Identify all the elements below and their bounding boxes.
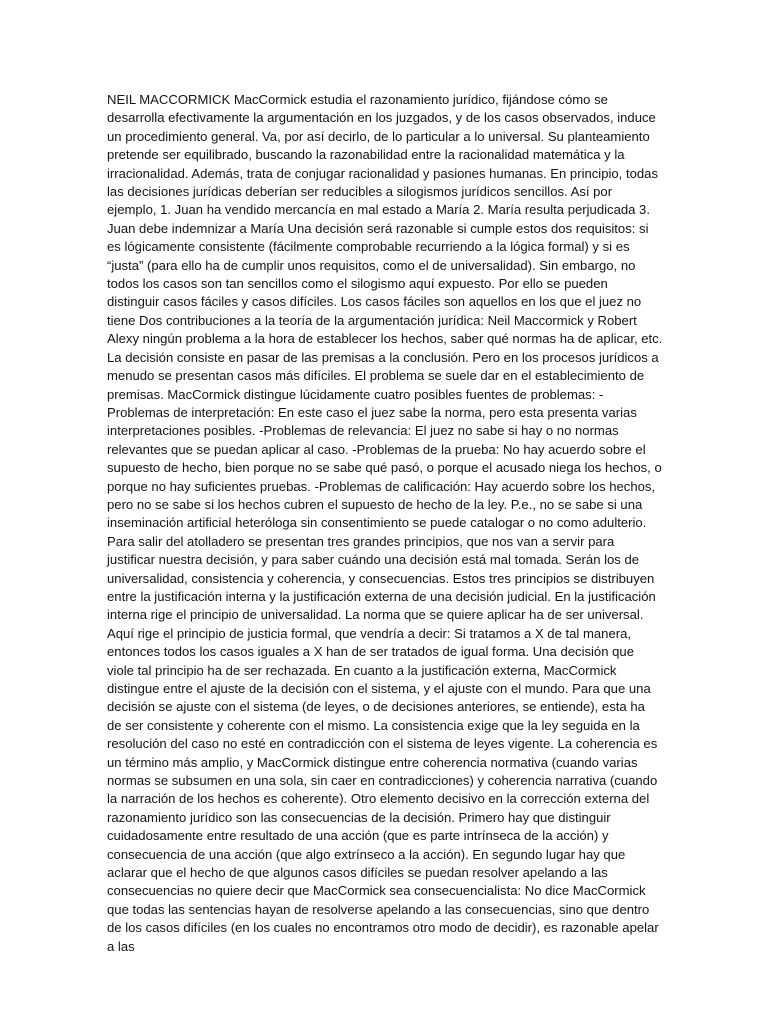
body-paragraph: NEIL MACCORMICK MacCormick estudia el razonamiento jurídico, fijándose cómo se desarrolla efectivamente la argumentación en los juzgados, y de los casos observados, induce un procedimiento general. Va, por así decirlo, de lo particular a lo universal. Su planteamiento pretende ser equilibrado, buscando la razonabilidad entre la racionalidad matemática y la irracionalidad. Además, trata de conjugar racionalidad y pasiones humanas. En principio, todas las decisiones jurídicas deberían ser reducibles a silogismos jurídicos sencillos. Así por ejemplo, 1. Juan ha vendido mercancía en mal estado a María 2. María resulta perjudicada 3. Juan debe indemnizar a María Una decisión será razonable si cumple estos dos requisitos: si es lógicamente consistente (fácilmente comprobable recurriendo a la lógica formal) y si es “justa” (para ello ha de cumplir unos requisitos, como el de universalidad). Sin embargo, no todos los casos son tan sencillos como el silogismo aquí expuesto. Por ello se pueden distinguir casos fáciles y casos difíciles. Los casos fáciles son aquellos en los que el juez no tiene Dos contribuciones a la teoría de la argumentación jurídica: Neil Maccormick y Robert Alexy ningún problema a la hora de establecer los hechos, saber qué normas ha de aplicar, etc. La decisión consiste en pasar de las premisas a la conclusión. Pero en los procesos jurídicos a menudo se presentan casos más difíciles. El problema se suele dar en el establecimiento de premisas. MacCormick distingue lúcidamente cuatro posibles fuentes de problemas: -Problemas de interpretación: En este caso el juez sabe la norma, pero esta presenta varias interpretaciones posibles. -Problemas de relevancia: El juez no sabe si hay o no normas relevantes que se puedan aplicar al caso. -Problemas de la prueba: No hay acuerdo sobre el supuesto de hecho, bien porque no se sabe qué pasó, o porque el acusado niega los hechos, o porque no hay suficientes pruebas. -Problemas de calificación: Hay acuerdo sobre los hechos, pero no se sabe si los hechos cubren el supuesto de hecho de la ley. P.e., no se sabe si una inseminación artificial heteróloga sin consentimiento se puede catalogar o no como adulterio. Para salir del atolladero se presentan tres grandes principios, que nos van a servir para justificar nuestra decisión, y para saber cuándo una decisión está mal tomada. Serán los de universalidad, consistencia y coherencia, y consecuencias. Estos tres principios se distribuyen entre la justificación interna y la justificación externa de una decisión judicial. En la justificación interna rige el principio de universalidad. La norma que se quiere aplicar ha de ser universal. Aquí rige el principio de justicia formal, que vendría a decir: Si tratamos a X de tal manera, entonces todos los casos iguales a X han de ser tratados de igual forma. Una decisión que viole tal principio ha de ser rechazada. En cuanto a la justificación externa, MacCormick distingue entre el ajuste de la decisión con el sistema, y el ajuste con el mundo. Para que una decisión se ajuste con el sistema (de leyes, o de decisiones anteriores, se entiende), esta ha de ser consistente y coherente con el mismo. La consistencia exige que la ley seguida en la resolución del caso no esté en contradicción con el sistema de leyes vigente. La coherencia es un término más amplio, y MacCormick distingue entre coherencia normativa (cuando varias normas se subsumen en una sola, sin caer en contradicciones) y coherencia narrativa (cuando la narración de los hechos es coherente). Otro elemento decisivo en la corrección externa del razonamiento jurídico son las consecuencias de la decisión. Primero hay que distinguir cuidadosamente entre resultado de una acción (que es parte intrínseca de la acción) y consecuencia de una acción (que algo extrínseco a la acción). En segundo lugar hay que aclarar que el hecho de que algunos casos difíciles se puedan resolver apelando a las consecuencias no quiere decir que MacCormick sea consecuencialista: No dice MacCormick que todas las sentencias hayan de resolverse apelando a las consecuencias, sino que dentro de los casos difíciles (en los cuales no encontramos otro modo de decidir), es razonable apelar a las <box>107 92 663 954</box>
document-text-block <box>107 91 663 956</box>
